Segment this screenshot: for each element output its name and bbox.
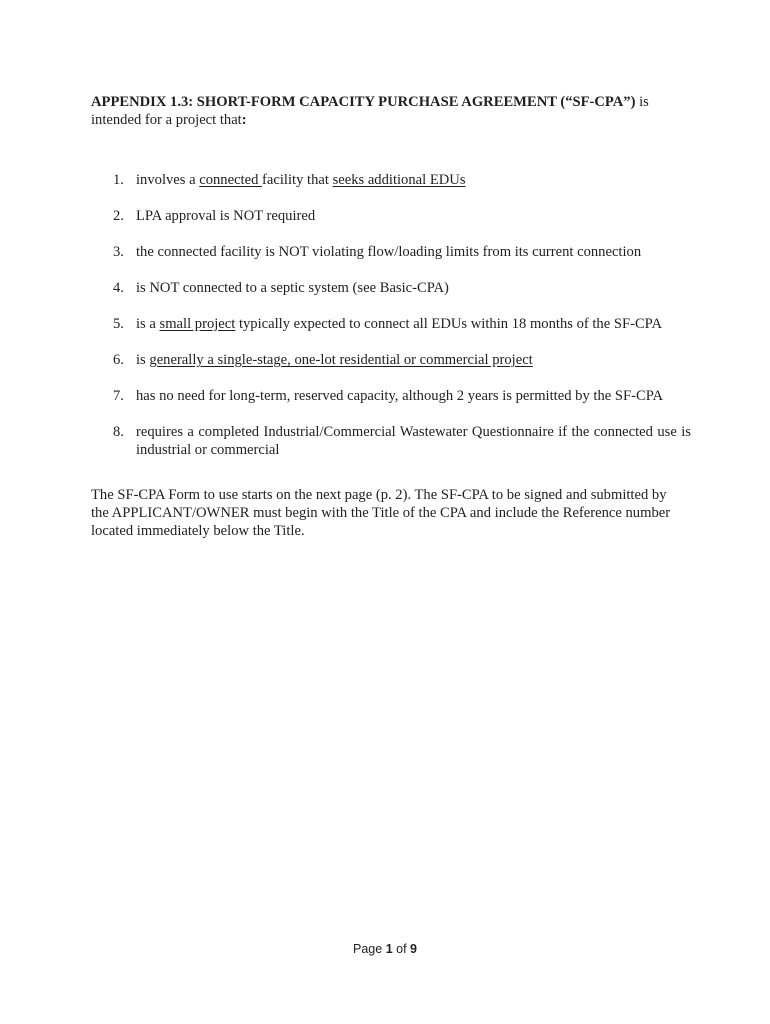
list-item-text: has no need for long-term, reserved capacity, although 2 years is permitted by the SF-CPA (136, 388, 664, 404)
list-item (91, 315, 691, 333)
list-item-underlined: seeks additional EDUs (332, 172, 466, 188)
list-item-underlined: small project (159, 316, 236, 332)
total-page-count: 9 (410, 942, 417, 956)
list-item-number: 4. (113, 280, 124, 296)
current-page-number: 1 (385, 942, 393, 956)
appendix-heading (91, 93, 691, 129)
list-item (91, 423, 691, 459)
list-item (91, 207, 691, 225)
list-item-text: requires a completed Industrial/Commercial Wastewater Questionnaire if the connected use is industrial or commercial (136, 424, 691, 458)
list-item-text: is NOT connected to a septic system (see Basic-CPA) (136, 280, 449, 296)
list-item-number: 2. (113, 208, 124, 224)
list-item-underlined: generally a single-stage, one-lot residential or commercial project (149, 352, 533, 368)
appendix-intro: is intended for a project that (91, 94, 649, 128)
list-item-text: the connected facility is NOT violating flow/loading limits from its current connection (136, 244, 642, 260)
list-item (91, 243, 691, 261)
list-item (91, 171, 691, 189)
list-item-number: 8. (113, 424, 124, 440)
list-item-text: is (136, 352, 150, 368)
list-item-text: facility that (262, 172, 333, 188)
list-item-underlined: connected (199, 172, 263, 188)
list-item-text: typically expected to connect all EDUs within 18 months of the SF-CPA (235, 316, 662, 332)
list-item-text: involves a (136, 172, 200, 188)
list-item-text: LPA approval is NOT required (136, 208, 316, 224)
page-of-label: of (392, 942, 411, 956)
list-item-number: 7. (113, 388, 124, 404)
appendix-title: APPENDIX 1.3: SHORT-FORM CAPACITY PURCHASE AGREEMENT (“SF-CPA”) (91, 94, 636, 110)
list-item (91, 387, 691, 405)
list-item-number: 5. (113, 316, 124, 332)
list-item (91, 351, 691, 369)
page-footer (0, 942, 770, 956)
list-item-number: 6. (113, 352, 124, 368)
appendix-colon: : (241, 112, 247, 128)
list-item-number: 1. (113, 172, 124, 188)
criteria-list (91, 171, 691, 477)
page-label: Page (353, 942, 386, 956)
list-item-text: is a (136, 316, 160, 332)
instructions-paragraph: The SF-CPA Form to use starts on the next page (p. 2). The SF-CPA to be signed and submitted by the APPLICANT/OWNER must begin with the Title of the CPA and include the Reference number located immediately below the Title. (91, 487, 671, 539)
list-item-number: 3. (113, 244, 124, 260)
list-item (91, 279, 691, 297)
